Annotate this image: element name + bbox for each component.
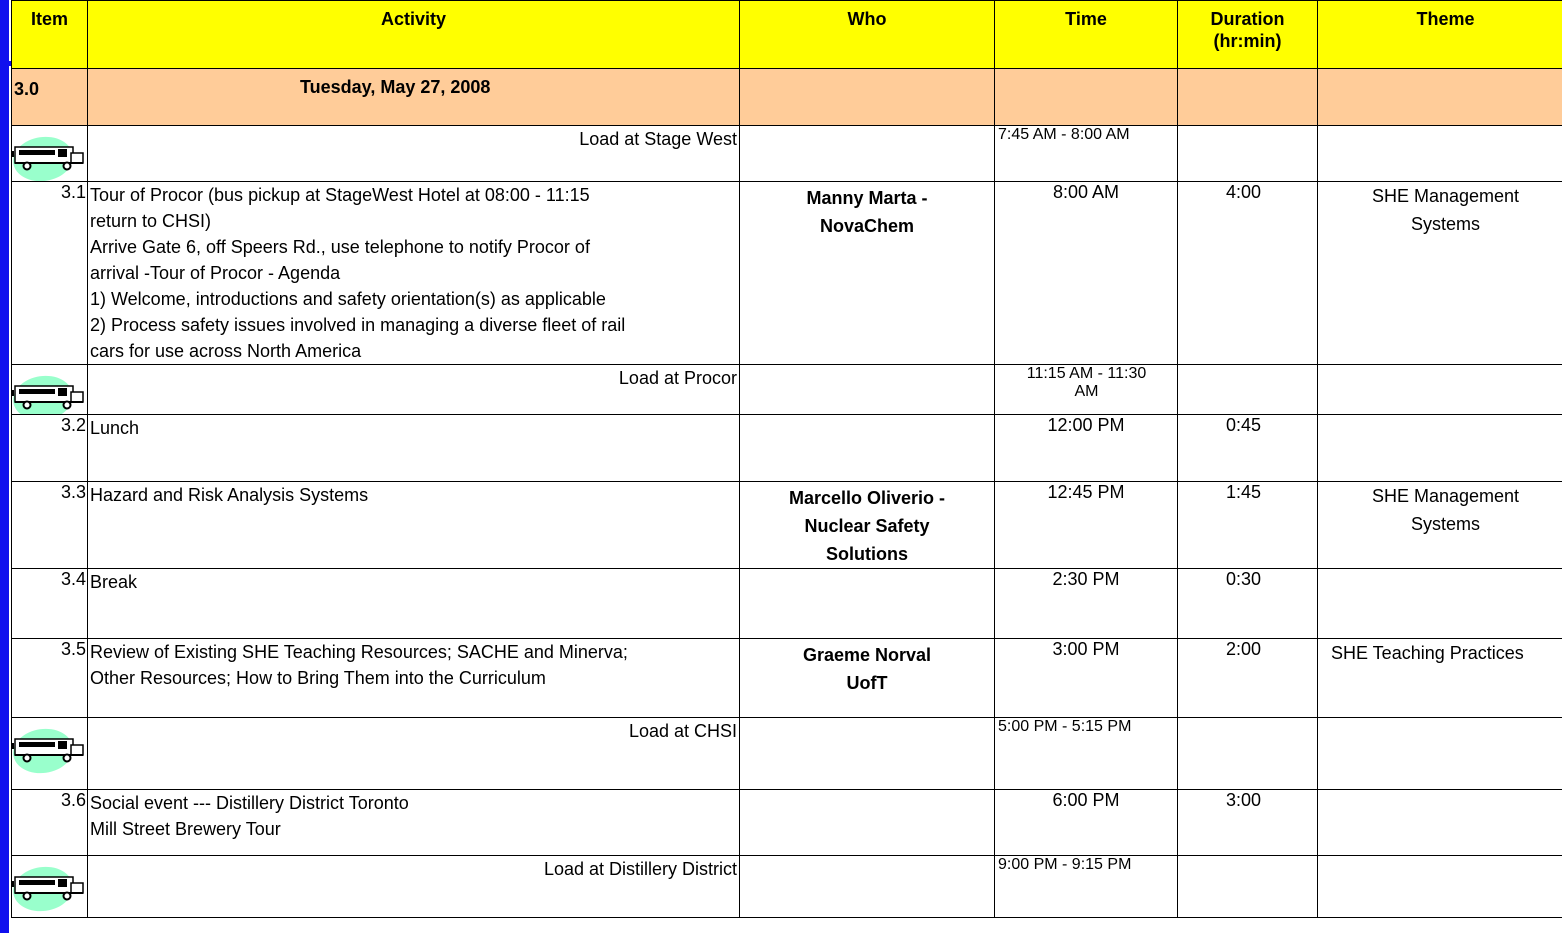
- theme-line: SHE Management: [1371, 186, 1520, 206]
- day-theme-cell: [1318, 69, 1562, 126]
- header-activity: Activity: [88, 1, 740, 69]
- bus-transfer-row: [12, 126, 1562, 182]
- activity-line: Review of Existing SHE Teaching Resources; SACHE and Minerva;: [90, 642, 628, 662]
- who-cell: [740, 126, 995, 182]
- agenda-item-row: [12, 790, 1562, 856]
- header-item: Item: [12, 1, 88, 69]
- activity-line: return to CHSI): [90, 211, 212, 231]
- start-time: 2:30 PM: [995, 569, 1178, 639]
- time-range: 7:45 AM - 8:00 AM: [995, 126, 1178, 182]
- header-theme: Theme: [1318, 1, 1562, 69]
- presenter: [740, 482, 995, 569]
- theme: [1318, 569, 1562, 639]
- agenda-item-row: [12, 639, 1562, 718]
- activity-line: Mill Street Brewery Tour: [90, 819, 281, 839]
- theme: [1318, 482, 1562, 569]
- activity-line: 2) Process safety issues involved in managing a diverse fleet of rail: [90, 315, 626, 335]
- bus-icon-cell: [12, 856, 88, 918]
- start-time: 12:00 PM: [995, 415, 1178, 482]
- theme: [1318, 415, 1562, 482]
- presenter: [740, 182, 995, 365]
- presenter-line: Nuclear Safety: [804, 516, 930, 536]
- header-duration-unit: (hr:min): [1213, 31, 1282, 51]
- school-bus-icon: [12, 372, 88, 415]
- presenter-line: Manny Marta -: [806, 188, 928, 208]
- duration-cell: [1178, 365, 1318, 415]
- theme-cell: [1318, 718, 1562, 790]
- transfer-location: Load at Stage West: [88, 126, 740, 182]
- theme: SHE Teaching Practices: [1318, 639, 1562, 718]
- header-time: Time: [995, 1, 1178, 69]
- item-number: 3.6: [12, 790, 88, 856]
- presenter: [740, 415, 995, 482]
- presenter-line: Solutions: [826, 544, 908, 564]
- header-duration: [1178, 1, 1318, 69]
- theme-line: Systems: [1410, 214, 1480, 234]
- day-item-number: 3.0: [12, 69, 88, 126]
- day-time-cell: [995, 69, 1178, 126]
- activity-description: [88, 182, 740, 365]
- activity-description: Lunch: [88, 415, 740, 482]
- school-bus-icon: [12, 725, 88, 775]
- presenter: [740, 569, 995, 639]
- activity-line: arrival -Tour of Procor - Agenda: [90, 263, 341, 283]
- presenter-line: Graeme Norval: [802, 645, 932, 665]
- theme-line: SHE Management: [1371, 486, 1520, 506]
- time-range: [995, 365, 1178, 415]
- theme-line: Systems: [1410, 514, 1480, 534]
- time-range-line: AM: [1074, 383, 1099, 400]
- presenter: [740, 790, 995, 856]
- theme-cell: [1318, 365, 1562, 415]
- start-time: 3:00 PM: [995, 639, 1178, 718]
- activity-line: Arrive Gate 6, off Speers Rd., use telephone to notify Procor of: [90, 237, 590, 257]
- presenter: [740, 639, 995, 718]
- start-time: 6:00 PM: [995, 790, 1178, 856]
- activity-description: [88, 639, 740, 718]
- transfer-location: Load at Distillery District: [88, 856, 740, 918]
- agenda-item-row: [12, 482, 1562, 569]
- agenda-body: [12, 69, 1562, 918]
- theme: [1318, 790, 1562, 856]
- activity-description: Break: [88, 569, 740, 639]
- day-duration-cell: [1178, 69, 1318, 126]
- activity-line: 1) Welcome, introductions and safety orientation(s) as applicable: [90, 289, 606, 309]
- presenter-line: UofT: [846, 673, 888, 693]
- presenter-line: Marcello Oliverio -: [788, 488, 946, 508]
- activity-description: [88, 790, 740, 856]
- duration: 1:45: [1178, 482, 1318, 569]
- who-cell: [740, 365, 995, 415]
- header-who: Who: [740, 1, 995, 69]
- left-accent-bar: [0, 0, 9, 933]
- day-row: [12, 69, 1562, 126]
- transfer-location: Load at CHSI: [88, 718, 740, 790]
- item-number: 3.1: [12, 182, 88, 365]
- day-label: Tuesday, May 27, 2008: [88, 69, 740, 126]
- agenda-item-row: [12, 415, 1562, 482]
- duration: 4:00: [1178, 182, 1318, 365]
- item-number: 3.5: [12, 639, 88, 718]
- day-who-cell: [740, 69, 995, 126]
- duration: 2:00: [1178, 639, 1318, 718]
- activity-description: Hazard and Risk Analysis Systems: [88, 482, 740, 569]
- header-duration-label: Duration: [1210, 9, 1285, 29]
- duration-cell: [1178, 856, 1318, 918]
- item-number: 3.3: [12, 482, 88, 569]
- transfer-location: Load at Procor: [88, 365, 740, 415]
- bus-transfer-row: [12, 856, 1562, 918]
- activity-line: cars for use across North America: [90, 341, 362, 361]
- bus-transfer-row: [12, 718, 1562, 790]
- agenda-item-row: [12, 569, 1562, 639]
- start-time: 12:45 PM: [995, 482, 1178, 569]
- theme-cell: [1318, 856, 1562, 918]
- duration: 0:30: [1178, 569, 1318, 639]
- duration-cell: [1178, 126, 1318, 182]
- time-range: 9:00 PM - 9:15 PM: [995, 856, 1178, 918]
- activity-line: Other Resources; How to Bring Them into the Curriculum: [90, 668, 546, 688]
- duration: 0:45: [1178, 415, 1318, 482]
- item-number: 3.4: [12, 569, 88, 639]
- start-time: 8:00 AM: [995, 182, 1178, 365]
- bus-icon-cell: [12, 365, 88, 415]
- activity-line: Tour of Procor (bus pickup at StageWest Hotel at 08:00 - 11:15: [90, 185, 590, 205]
- who-cell: [740, 718, 995, 790]
- bus-icon-cell: [12, 126, 88, 182]
- duration: 3:00: [1178, 790, 1318, 856]
- theme: [1318, 182, 1562, 365]
- agenda-table: [11, 0, 1562, 918]
- presenter-line: NovaChem: [819, 216, 915, 236]
- duration-cell: [1178, 718, 1318, 790]
- item-number: 3.2: [12, 415, 88, 482]
- school-bus-icon: [12, 133, 88, 182]
- theme-cell: [1318, 126, 1562, 182]
- time-range: 5:00 PM - 5:15 PM: [995, 718, 1178, 790]
- bus-icon-cell: [12, 718, 88, 790]
- school-bus-icon: [12, 863, 88, 913]
- activity-line: Social event --- Distillery District Toronto: [90, 793, 409, 813]
- agenda-item-row: [12, 182, 1562, 365]
- time-range-line: 11:15 AM - 11:30: [1026, 365, 1147, 382]
- who-cell: [740, 856, 995, 918]
- bus-transfer-row: [12, 365, 1562, 415]
